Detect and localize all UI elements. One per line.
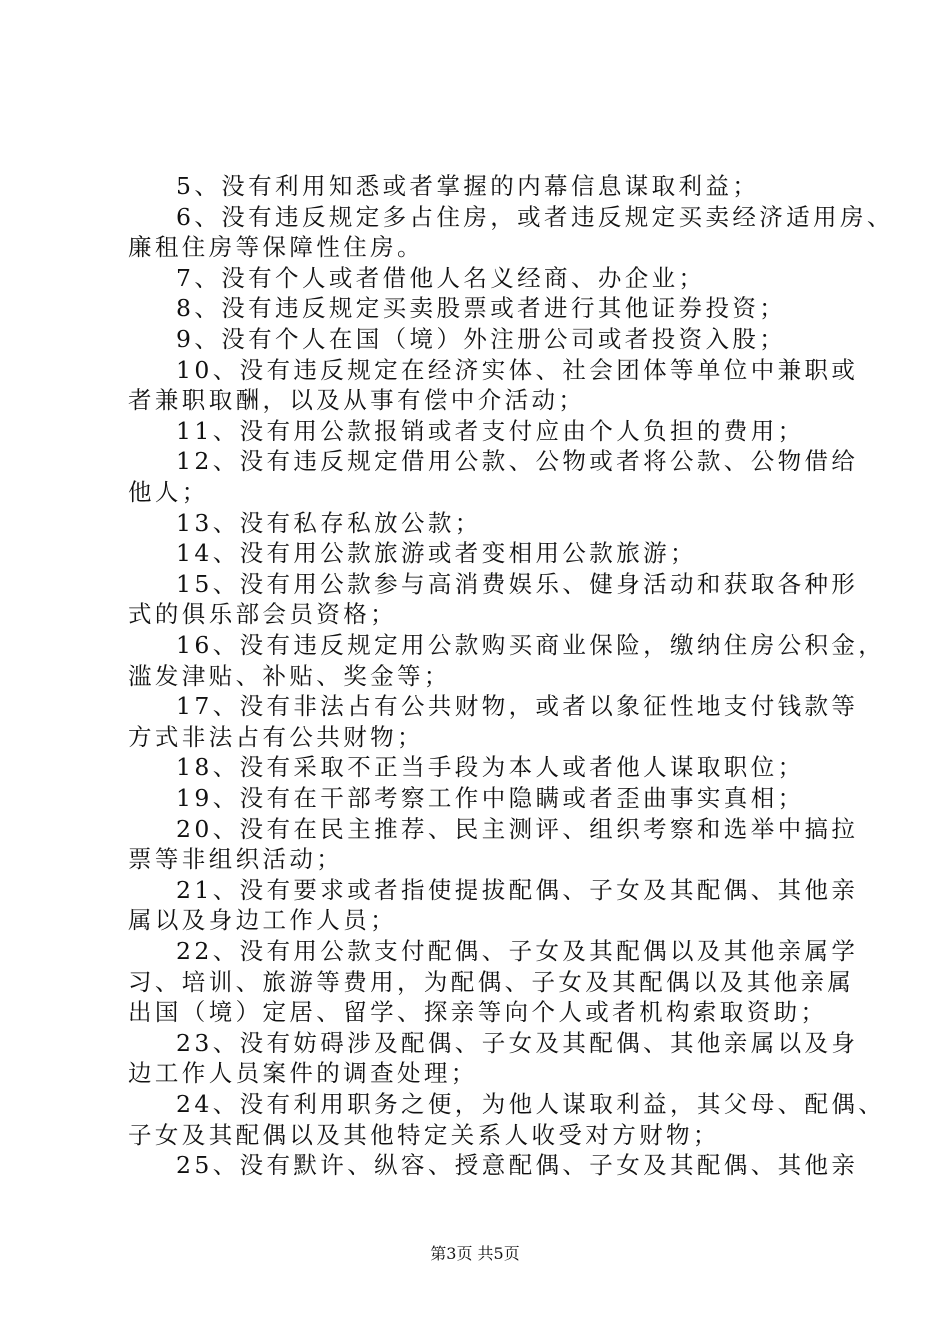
page-footer: 第3页 共5页 — [430, 1244, 520, 1263]
text-line: 滥发津贴、补贴、奖金等； — [128, 661, 451, 690]
text-line: 8、没有违反规定买卖股票或者进行其他证券投资； — [176, 294, 787, 323]
text-line: 边工作人员案件的调查处理； — [128, 1059, 478, 1088]
text-line: 6、没有违反规定多占住房，或者违反规定买卖经济适用房、 — [176, 202, 894, 231]
text-line: 23、没有妨碍涉及配偶、子女及其配偶、其他亲属以及身 — [176, 1028, 859, 1057]
text-line: 24、没有利用职务之便，为他人谋取利益，其父母、配偶、 — [176, 1090, 886, 1118]
text-line: 16、没有违反规定用公款购买商业保险，缴纳住房公积金， — [176, 631, 886, 659]
text-line: 5、没有利用知悉或者掌握的内幕信息谋取利益； — [176, 172, 760, 200]
text-line: 习、培训、旅游等费用，为配偶、子女及其配偶以及其他亲属 — [128, 967, 855, 996]
text-line: 14、没有用公款旅游或者变相用公款旅游； — [176, 539, 697, 568]
text-line: 18、没有采取不正当手段为本人或者他人谋取职位； — [176, 753, 805, 782]
text-line: 12、没有违反规定借用公款、公物或者将公款、公物借给 — [176, 447, 859, 476]
text-line: 17、没有非法占有公共财物，或者以象征性地支付钱款等 — [176, 692, 859, 721]
text-line: 7、没有个人或者借他人名义经商、办企业； — [176, 263, 706, 292]
text-line: 25、没有默许、纵容、授意配偶、子女及其配偶、其他亲 — [176, 1151, 859, 1180]
text-line: 方式非法占有公共财物； — [128, 722, 424, 751]
text-line: 20、没有在民主推荐、民主测评、组织考察和选举中搞拉 — [176, 814, 859, 843]
text-line: 他人； — [128, 478, 209, 506]
text-line: 13、没有私存私放公款； — [176, 508, 482, 537]
text-line: 19、没有在干部考察工作中隐瞒或者歪曲事实真相； — [176, 784, 805, 812]
text-line: 9、没有个人在国（境）外注册公司或者投资入股； — [176, 325, 787, 353]
text-line: 出国（境）定居、留学、探亲等向个人或者机构索取资助； — [128, 998, 828, 1027]
text-line: 票等非组织活动； — [128, 845, 344, 874]
text-line: 廉租住房等保障性住房。 — [128, 233, 424, 262]
text-line: 属以及身边工作人员； — [128, 906, 397, 935]
text-line: 21、没有要求或者指使提拔配偶、子女及其配偶、其他亲 — [176, 875, 859, 904]
text-line: 15、没有用公款参与高消费娱乐、健身活动和获取各种形 — [176, 569, 859, 598]
text-line: 子女及其配偶以及其他特定关系人收受对方财物； — [128, 1120, 720, 1149]
text-line: 式的俱乐部会员资格； — [128, 600, 397, 629]
text-line: 者兼职取酬，以及从事有偿中介活动； — [128, 386, 586, 415]
text-line: 22、没有用公款支付配偶、子女及其配偶以及其他亲属学 — [176, 937, 859, 965]
text-line: 10、没有违反规定在经济实体、社会团体等单位中兼职或 — [176, 355, 859, 384]
text-line: 11、没有用公款报销或者支付应由个人负担的费用； — [176, 416, 805, 445]
